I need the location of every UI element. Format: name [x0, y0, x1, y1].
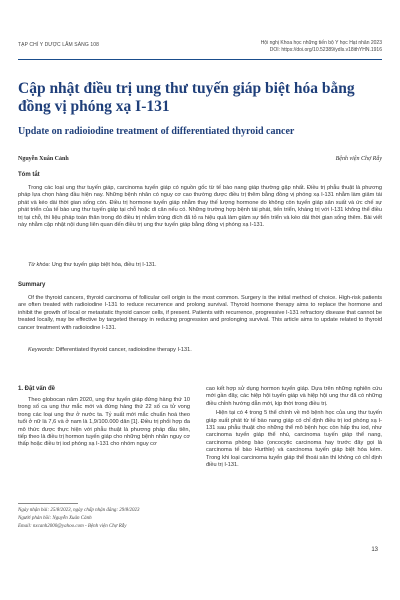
section-1-para-right-2: Hiện tại có 4 trong 5 thể chính về mô bệnh học của ung thư tuyến giáp xuất phát từ tế bào nang giáp có chỉ định điều trị iod phóng xạ I-131 sau phẫu thuật cho những thể mô bệnh học còn hấp thu iod, như carcinoma tuyến giáp thể nhú, carcinoma tuyến giáp thể nang, carcinoma phòng bào (oncocytic carcinoma hay trước đây gọi là carcinoma tế bào Hurthle) và carcinoma tuyến giáp biệt hóa kém. Trong khi loại carcinoma tuyến giáp thể thoái sản thì không có chỉ định điều trị I-131. — [206, 410, 382, 469]
keywords-vi-label: Từ khóa: — [28, 262, 51, 268]
page-number: 13 — [371, 547, 378, 553]
article-title-vi: Cập nhật điều trị ung thư tuyến giáp biệt hóa bằng đồng vị phóng xạ I-131 — [18, 80, 355, 115]
section-1-para-left: Theo globocan năm 2020, ung thư tuyến giáp đứng hàng thứ 10 trong số ca ung thư mắc mới và đứng hàng thứ 22 số ca tử vong trong các loại ung thư ở nước ta. Tỷ suất mới mắc chuẩn hoá theo tuổi ở nữ là 7,6 và ở nam là 1,9/100.000 dân [1]. Điều trị phối hợp đa mô thức được thực hiện với phẫu thuật là phương pháp đầu tiên, tiếp theo là điều trị hormon tuyến giáp cho những bệnh nhân nguy cơ thấp hoặc điều trị iod phóng xạ I-131 cho nhóm nguy cơ — [18, 397, 190, 448]
footnote-divider — [18, 503, 78, 504]
author-name: Nguyễn Xuân Cảnh — [18, 156, 69, 162]
footnote-email: Email: nxcanh2000@yahoo.com - Bệnh viện Chợ Rẫy — [18, 524, 127, 529]
conference-name: Hội nghị Khoa học những tiến bộ Y học Hạt nhân 2023 — [260, 40, 382, 46]
author-affiliation: Bệnh viện Chợ Rẫy — [335, 156, 382, 162]
abstract-vi-heading: Tóm tắt — [18, 172, 40, 178]
footnote-corresponding: Người phản hồi: Nguyễn Xuân Cảnh — [18, 516, 92, 521]
keywords-en-label: Keywords: — [28, 347, 55, 353]
abstract-vi-keywords — [18, 262, 382, 269]
article-title-en: Update on radioiodine treatment of differentiated thyroid cancer — [18, 126, 295, 137]
right-column — [206, 386, 382, 469]
journal-name: TẠP CHÍ Y DƯỢC LÂM SÀNG 108 — [18, 42, 100, 48]
abstract-en-heading: Summary — [18, 282, 46, 288]
abstract-en-keywords — [18, 347, 382, 354]
doi-link[interactable]: DOI: https://doi.org/10.52389/ydls.v18ithYHN.1916 — [269, 47, 382, 53]
header-divider — [18, 59, 382, 60]
keywords-vi-text: Ung thư tuyến giáp biệt hóa, điều trị I-131. — [51, 262, 157, 268]
keywords-en-text: Differentiated thyroid cancer, radioiodine therapy I-131. — [55, 347, 192, 353]
footnote-received: Ngày nhận bài: 25/8/2023, ngày chấp nhận đăng: 29/8/2023 — [18, 508, 140, 513]
left-column — [18, 386, 190, 449]
section-1-heading: 1. Đặt vấn đề — [18, 386, 56, 392]
header-right — [261, 40, 382, 54]
abstract-en-body: Of the thyroid cancers, thyroid carcinoma of follicular cell origin is the most common. Surgery is the initial method of choice. High-risk patients are often treated with radioiodine I-131 to reduce recurrence and prolong survival. Thyroid hormone therapy aims to replace the hormone and inhibit the growth of local or metastatic thyroid cancer cells, if present. Patients with recurrence, progressive I-131 refractory disease that cannot be treated locally, may be effective by targeted therapy in reducing progression and prolonging survival. This article aims to update related to thyroid cancer treatment with radioiodine I-131. — [18, 295, 382, 331]
abstract-vi-body: Trong các loại ung thư tuyến giáp, carcinoma tuyến giáp có nguồn gốc từ tế bào nang giáp thường gặp nhất. Điều trị phẫu thuật là phương pháp lựa chọn hàng đầu hiện nay. Những bệnh nhân có nguy cơ cao thường được điều trị thêm bằng đồng vị phóng xạ I-131 nhằm làm giảm tái phát và kéo dài thời gian sống còn. Điều trị hormone tuyến giáp nhằm thay thế lượng hormone do không còn tuyến giáp sản xuất và ức chế sự phát triển của tế bào ung thư tuyến giáp tại chỗ hoặc di căn nếu có. Những trường hợp bệnh tái phát, tiến triển, kháng trị với I-131 không thể điều trị tại chỗ, thì liệu pháp toàn thân trong đó điều trị nhắm trúng đích đã tỏ ra hiệu quả làm giảm sự tiến triển và kéo dài thời gian sống thêm. Bài viết này nhằm cập nhật nội dung liên quan đến điều trị ung thư tuyến giáp bằng đồng vị phóng xạ I-131. — [18, 185, 382, 229]
section-1-para-right-1: cao kết hợp sử dụng hormon tuyến giáp. Dựa trên những nghiên cứu mới gần đây, các hiệp hội tuyến giáp và hiệp hội ung thư đã có những điều chỉnh hướng dẫn mới, kịp thời trong điều trị. — [206, 386, 382, 407]
